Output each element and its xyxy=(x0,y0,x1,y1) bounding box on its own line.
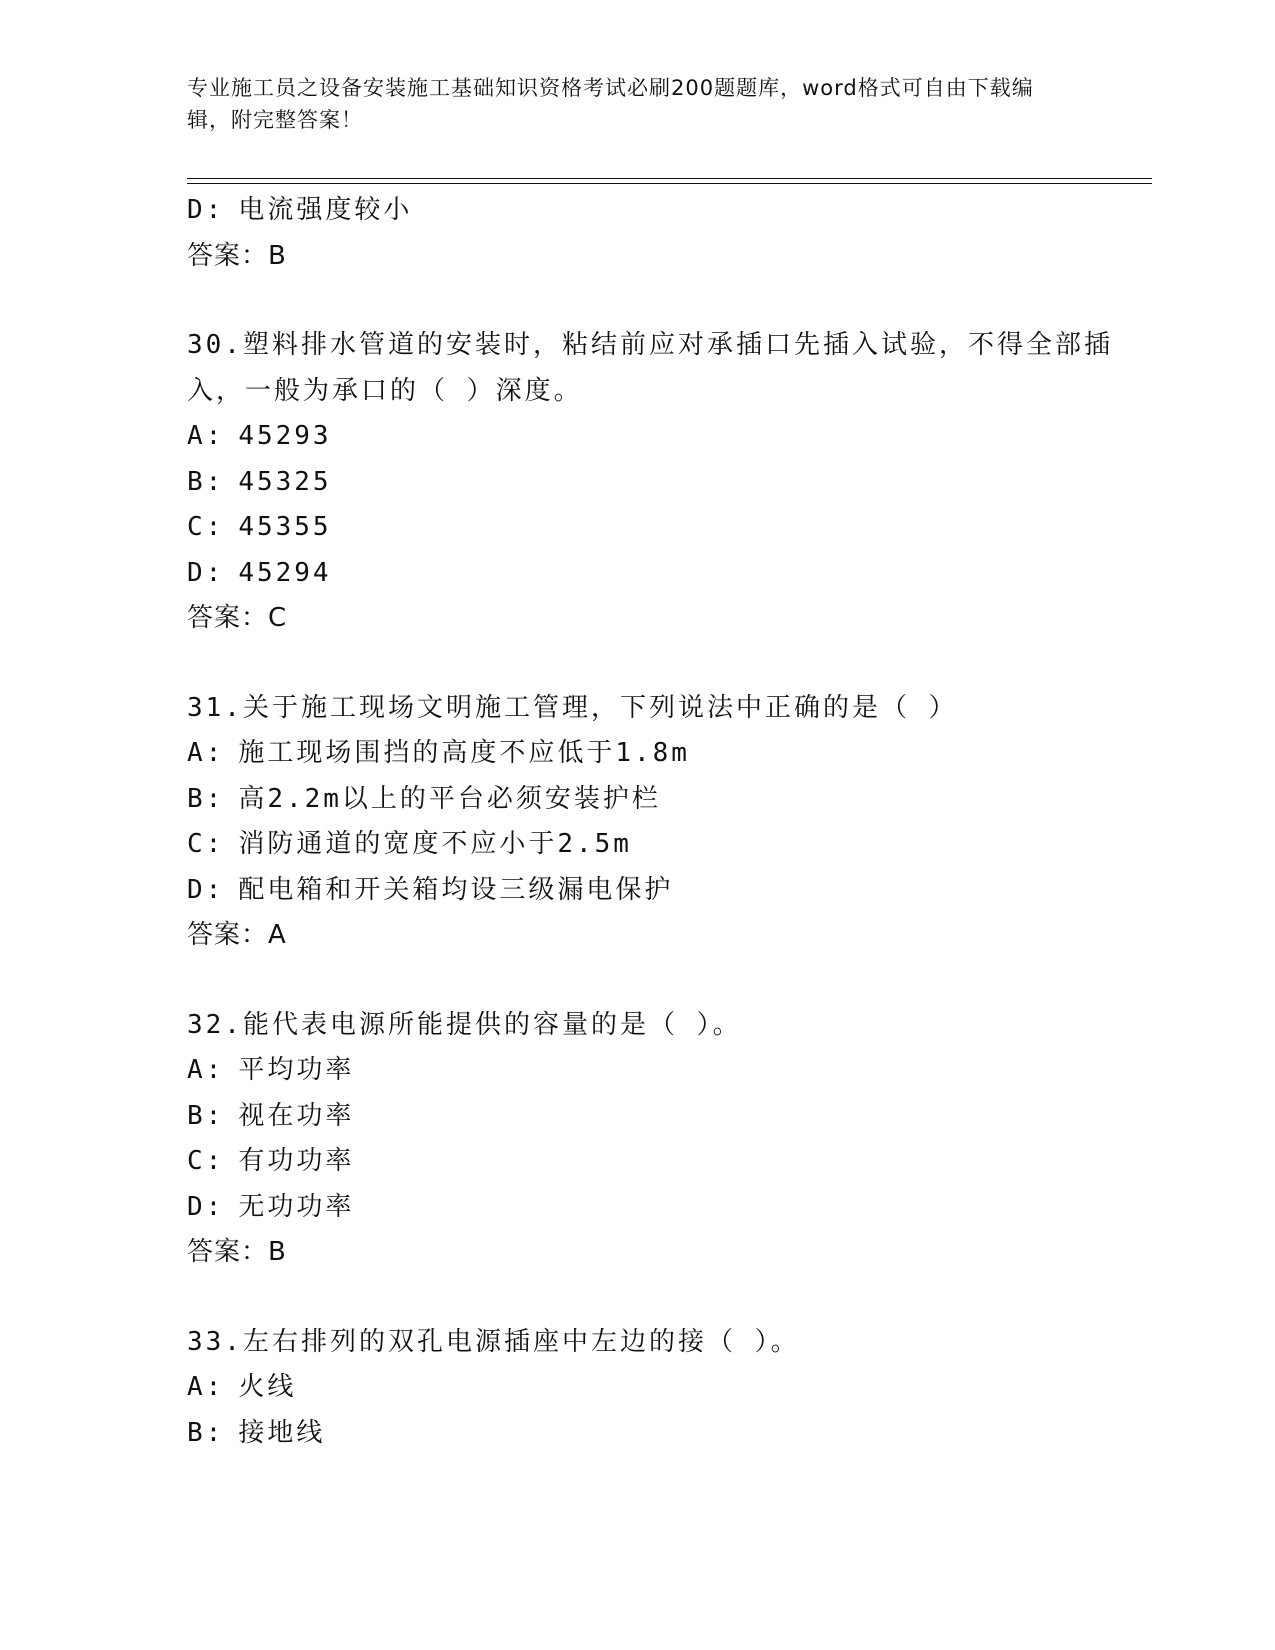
answer: 答案：B xyxy=(187,1237,287,1267)
answer: 答案：A xyxy=(187,920,287,950)
option-label: A: xyxy=(187,1372,225,1402)
option-text: 配电箱和开关箱均设三级漏电保护 xyxy=(238,874,674,905)
option-label: C: xyxy=(187,1146,225,1176)
option-label: B: xyxy=(187,466,225,497)
option-row xyxy=(187,1139,1127,1185)
question-stem: 30.塑料排水管道的安装时，粘结前应对承插口先插入试验，不得全部插入，一般为承口的（ ）深度。 xyxy=(187,330,1113,406)
option-row xyxy=(187,777,1127,823)
option-row xyxy=(187,1365,1127,1411)
question-stem: 31.关于施工现场文明施工管理，下列说法中正确的是（ ） xyxy=(187,692,958,723)
option-label: B: xyxy=(187,783,225,814)
option-text: 平均功率 xyxy=(238,1055,355,1085)
question-stem: 33.左右排列的双孔电源插座中左边的接（ ）。 xyxy=(187,1326,800,1357)
option-row xyxy=(187,731,1127,777)
option-text: 有功功率 xyxy=(238,1146,355,1176)
answer: 答案：C xyxy=(187,603,288,633)
option-label: C: xyxy=(187,829,225,859)
option-text: 火线 xyxy=(238,1372,297,1402)
answer: 答案：B xyxy=(187,240,287,271)
option-row xyxy=(187,1411,1127,1457)
option-row xyxy=(187,505,1127,551)
option-row xyxy=(187,868,1127,914)
option-text: 视在功率 xyxy=(238,1100,355,1131)
option-label: B: xyxy=(187,1100,225,1131)
option-label: D: xyxy=(187,874,225,905)
option-row xyxy=(187,1094,1127,1140)
option-text: 45355 xyxy=(238,512,332,542)
option-text: 高2.2m以上的平台必须安装护栏 xyxy=(238,783,661,814)
option-label: D: xyxy=(187,195,225,225)
option-row xyxy=(187,460,1127,506)
option-label: D: xyxy=(187,1191,225,1222)
option-label: A: xyxy=(187,738,225,768)
option-row xyxy=(187,188,1127,234)
option-text: 45294 xyxy=(238,557,332,588)
option-text: 45293 xyxy=(238,421,332,451)
option-label: B: xyxy=(187,1417,225,1448)
option-row xyxy=(187,551,1127,597)
header-rule-bottom xyxy=(187,183,1152,184)
option-label: C: xyxy=(187,512,225,542)
option-text: 施工现场围挡的高度不应低于1.8m xyxy=(238,738,690,768)
option-text: 电流强度较小 xyxy=(238,195,413,225)
page-header: 专业施工员之设备安装施工基础知识资格考试必刷200题题库，word格式可自由下载编辑，附完整答案！ xyxy=(187,76,1034,132)
question-stem: 32.能代表电源所能提供的容量的是（ ）。 xyxy=(187,1009,742,1040)
option-text: 45325 xyxy=(238,466,332,497)
option-row xyxy=(187,1185,1127,1231)
option-text: 接地线 xyxy=(238,1417,326,1448)
option-label: D: xyxy=(187,557,225,588)
option-row xyxy=(187,1048,1127,1094)
option-text: 无功功率 xyxy=(238,1191,355,1222)
option-label: A: xyxy=(187,421,225,451)
document-body xyxy=(187,188,1127,1456)
option-row xyxy=(187,414,1127,460)
option-label: A: xyxy=(187,1055,225,1085)
option-row xyxy=(187,822,1127,868)
header-rule-top xyxy=(187,178,1152,179)
option-text: 消防通道的宽度不应小于2.5m xyxy=(238,829,632,859)
